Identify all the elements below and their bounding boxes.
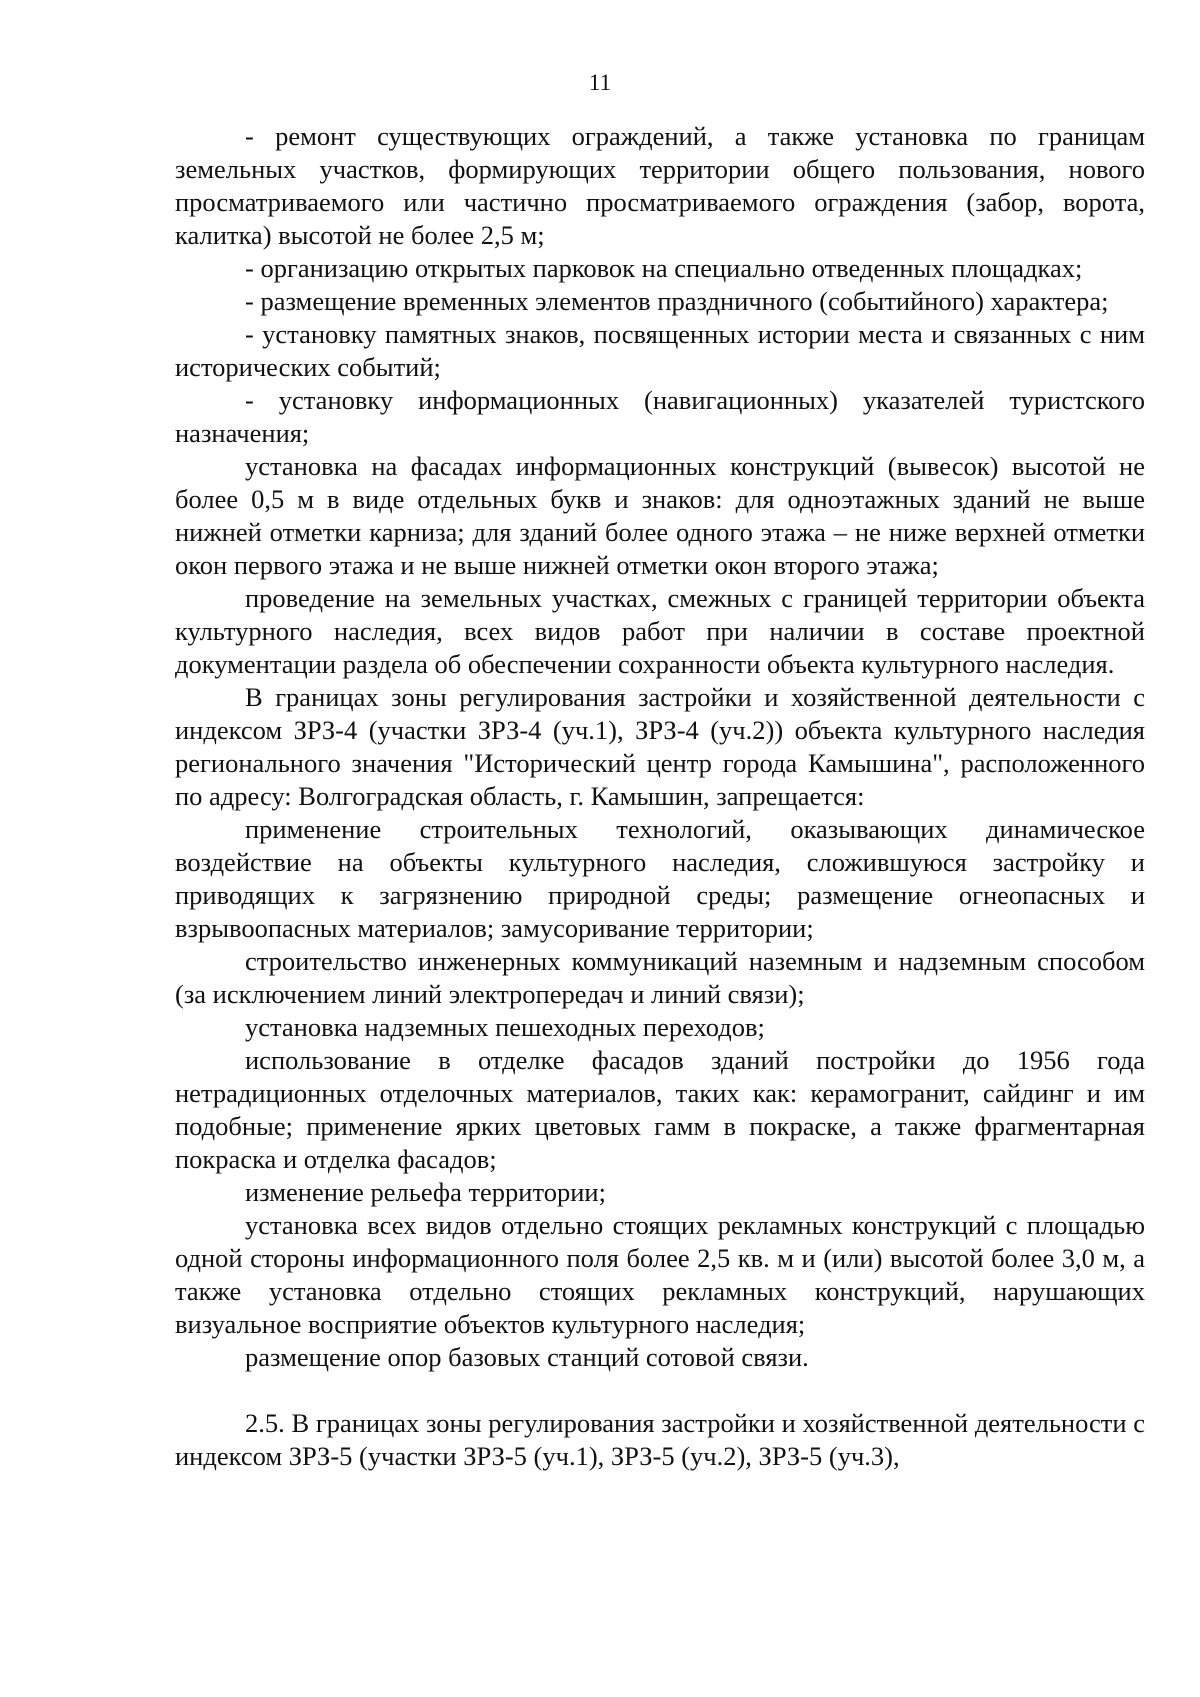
- paragraph-open-parking: - организацию открытых парковок на специально отведенных площадках;: [245, 253, 1083, 283]
- paragraph-facade-materials: использование в отделке фасадов зданий постройки до 1956 года нетрадиционных отделочных материалов, таких как: керамогранит, сайдинг и им подобные; применение ярких цветовых гамм в покраске, а также фрагментарная покраска и отделка фасадов;: [175, 1045, 1145, 1174]
- paragraph-advertising-structures: установка всех видов отдельно стоящих рекламных конструкций с площадью одной стороны информационного поля более 2,5 кв. м и (или) высотой более 3,0 м, а также установка отдельно стоящих рекламных конструкций, нарушающих визуальное восприятие объектов культурного наследия;: [175, 1210, 1145, 1339]
- paragraph-fence-repair: - ремонт существующих ограждений, а также установка по границам земельных участков, формирующих территории общего пользования, нового просматриваемого или частично просматриваемого ограждения (забор, ворота, калитка) высотой не более 2,5 м;: [175, 121, 1145, 250]
- paragraph-pedestrian-crossings: установка надземных пешеходных переходов;: [245, 1012, 765, 1042]
- paragraph-facade-signboards: установка на фасадах информационных конструкций (вывесок) высотой не более 0,5 м в виде отдельных букв и знаков: для одноэтажных зданий не выше нижней отметки карниза; для зданий более одного этажа – не ниже верхней отметки окон первого этажа и не выше нижней отметки окон второго этажа;: [175, 451, 1145, 580]
- paragraph-zrz4-prohibitions: В границах зоны регулирования застройки и хозяйственной деятельности с индексом ЗРЗ-4 (участки ЗРЗ-4 (уч.1), ЗРЗ-4 (уч.2)) объекта культурного наследия регионального значения "Исторический центр города Камышина", расположенного по адресу: Волгоградская область, г. Камышин, запрещается:: [175, 682, 1145, 811]
- paragraph-tourist-signs: - установку информационных (навигационных) указателей туристского назначения;: [175, 385, 1145, 448]
- paragraph-section-2-5: 2.5. В границах зоны регулирования застройки и хозяйственной деятельности с индексом ЗРЗ-5 (участки ЗРЗ-5 (уч.1), ЗРЗ-5 (уч.2), ЗРЗ-5 (уч.3),: [175, 1408, 1145, 1471]
- paragraph-cell-towers: размещение опор базовых станций сотовой связи.: [245, 1342, 809, 1372]
- paragraph-adjacent-works: проведение на земельных участках, смежных с границей территории объекта культурного наследия, всех видов работ при наличии в составе проектной документации раздела об обеспечении сохранности объекта культурного наследия.: [175, 583, 1145, 679]
- page-number: 11: [588, 70, 612, 95]
- paragraph-utility-networks: строительство инженерных коммуникаций наземным и надземным способом (за исключением линий электропередач и линий связи);: [175, 946, 1145, 1009]
- paragraph-festive-elements: - размещение временных элементов праздничного (событийного) характера;: [245, 286, 1109, 316]
- document-body: [175, 120, 1145, 1473]
- paragraph-memorial-signs: - установку памятных знаков, посвященных истории места и связанных с ним исторических событий;: [175, 319, 1145, 382]
- paragraph-construction-technologies: применение строительных технологий, оказывающих динамическое воздействие на объекты культурного наследия, сложившуюся застройку и приводящих к загрязнению природной среды; размещение огнеопасных и взрывоопасных материалов; замусоривание территории;: [175, 814, 1145, 943]
- paragraph-relief-change: изменение рельефа территории;: [245, 1177, 606, 1207]
